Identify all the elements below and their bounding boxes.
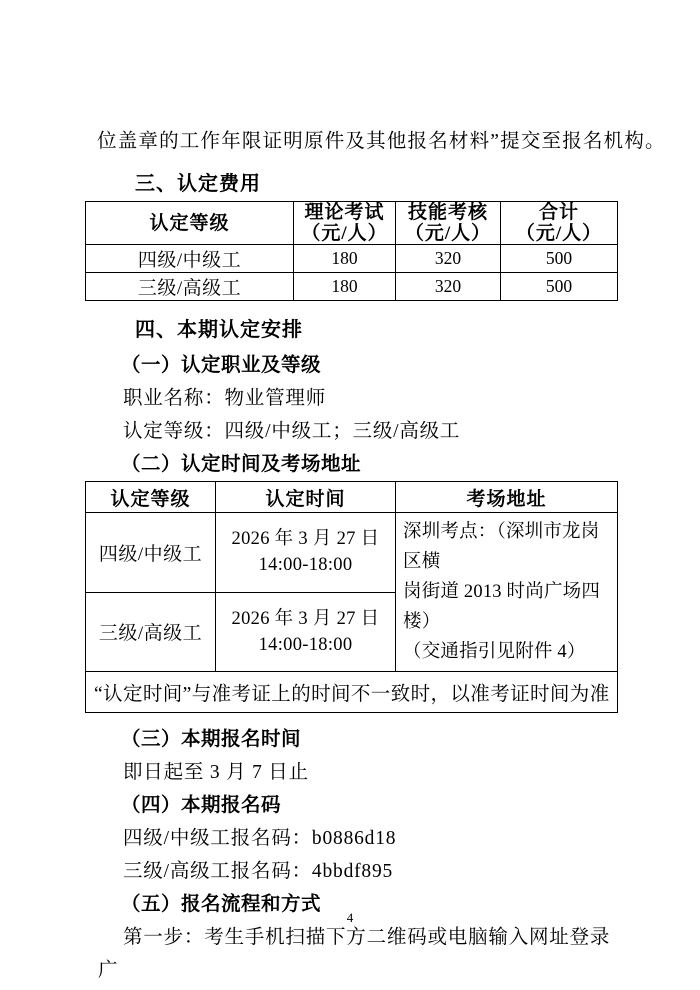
schedule-col-time: 认定时间 <box>216 482 396 513</box>
fee-col-skill-unit: （元/人） <box>404 223 492 244</box>
subheading-occupation: （一）认定职业及等级 <box>121 355 322 376</box>
schedule-row2-level: 三级/高级工 <box>86 592 216 672</box>
schedule-col-venue: 考场地址 <box>396 482 618 513</box>
fee-col-total-title: 合计 <box>538 202 579 223</box>
fee-col-total-unit: （元/人） <box>515 223 603 244</box>
subheading-registration-process: （五）报名流程和方式 <box>121 894 322 915</box>
schedule-row2-date: 2026 年 3 月 27 日 <box>231 608 380 629</box>
intro-continuation-line: 位盖章的工作年限证明原件及其他报名材料”提交至报名机构。 <box>97 131 666 152</box>
fee-row1-skill: 320 <box>396 245 501 273</box>
fee-table <box>85 201 618 301</box>
fee-col-skill <box>396 202 501 245</box>
fee-table-row <box>86 245 618 273</box>
schedule-row2-hours: 14:00-18:00 <box>258 634 353 655</box>
schedule-col-level: 认定等级 <box>86 482 216 513</box>
schedule-table-row <box>86 513 618 593</box>
page-number: 4 <box>346 910 354 925</box>
schedule-venue-cell <box>396 513 618 672</box>
fee-col-level <box>86 202 294 245</box>
schedule-row1-hours: 14:00-18:00 <box>258 555 353 576</box>
venue-line: 深圳考点：（深圳市龙岗区横 <box>403 522 600 572</box>
fee-row2-theory: 180 <box>294 273 396 301</box>
code-level4-line: 四级/中级工报名码：b0886d18 <box>123 828 397 849</box>
schedule-row1-time <box>216 513 396 593</box>
code-level3-line: 三级/高级工报名码：4bbdf895 <box>123 861 394 882</box>
schedule-row1-level: 四级/中级工 <box>86 513 216 593</box>
fee-row1-theory: 180 <box>294 245 396 273</box>
venue-line: 岗街道 2013 时尚广场四楼） <box>403 582 601 632</box>
levels-line: 认定等级：四级/中级工；三级/高级工 <box>123 421 461 442</box>
heading-arrangement: 四、本期认定安排 <box>135 319 303 341</box>
fee-col-skill-title: 技能考核 <box>407 202 488 223</box>
fee-col-theory-title: 理论考试 <box>304 202 385 223</box>
registration-period-line: 即日起至 3 月 7 日止 <box>123 762 309 783</box>
venue-line: （交通指引见附件 4） <box>403 642 586 662</box>
fee-table-row <box>86 273 618 301</box>
fee-row1-level: 四级/中级工 <box>86 245 294 273</box>
fee-row2-level: 三级/高级工 <box>86 273 294 301</box>
fee-col-level-title: 认定等级 <box>149 212 230 234</box>
schedule-row1-date: 2026 年 3 月 27 日 <box>231 529 380 550</box>
schedule-note: “认定时间”与准考证上的时间不一致时，以准考证时间为准 <box>86 672 618 713</box>
subheading-registration-code: （四）本期报名码 <box>121 795 282 816</box>
schedule-row2-time <box>216 592 396 672</box>
occupation-line: 职业名称：物业管理师 <box>123 388 327 409</box>
fee-col-total <box>501 202 618 245</box>
step1-line: 第一步：考生手机扫描下方二维码或电脑输入网址登录广 <box>98 927 611 981</box>
fee-row2-skill: 320 <box>396 273 501 301</box>
heading-fee: 三、认定费用 <box>135 173 261 195</box>
fee-row2-total: 500 <box>501 273 618 301</box>
fee-col-theory <box>294 202 396 245</box>
subheading-registration-time: （三）本期报名时间 <box>121 729 302 750</box>
schedule-table-note-row <box>86 672 618 713</box>
fee-col-theory-unit: （元/人） <box>301 223 388 244</box>
schedule-table <box>85 481 618 713</box>
fee-row1-total: 500 <box>501 245 618 273</box>
fee-table-header-row <box>86 202 618 245</box>
schedule-table-header-row <box>86 482 618 513</box>
subheading-schedule: （二）认定时间及考场地址 <box>121 454 362 475</box>
